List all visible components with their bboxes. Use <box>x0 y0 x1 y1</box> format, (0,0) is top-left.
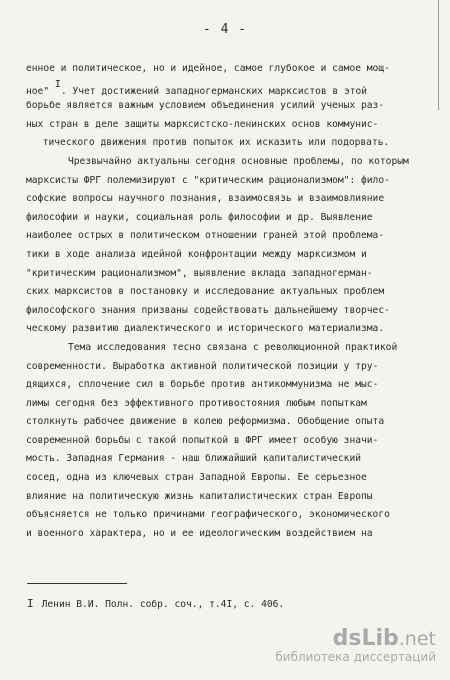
site-watermark <box>275 628 436 664</box>
text-line: и военного характера, но и ее идеологическим воздействием на <box>26 527 373 539</box>
paragraph-start: Чрезвычайно актуальны сегодня основные проблемы, по которым <box>68 155 409 167</box>
text-line: ческому развитию диалектического и исторического материализма. <box>26 323 385 335</box>
text-line: ных стран в деле защиты марксистско-ленинских основ коммунис- <box>26 118 379 130</box>
text-line: тики в ходе анализа идейной конфронтации между марксизмом и <box>26 248 367 260</box>
text-line: тического движения против попыток их исказить или подорвать. <box>42 137 390 149</box>
text-line: современной борьбы с такой попыткой в ФРГ имеет особую значи- <box>26 434 379 446</box>
footnote-reference: I <box>54 78 61 90</box>
text-line: ских марксистов в постановку и исследование актуальных проблем <box>26 286 385 298</box>
watermark-logo <box>275 628 436 650</box>
text-line: философского знания призваны содействовать дальнейшему творчес- <box>26 304 390 316</box>
text-line: марксисты ФРГ полемизируют с "критическим рационализмом": фило- <box>26 174 390 186</box>
margin-line <box>438 0 439 110</box>
watermark-logo-tld: .net <box>398 628 436 650</box>
text-line: объясняется не только причинами географического, экономического <box>26 509 390 521</box>
text-line <box>26 79 426 98</box>
text-line: мость. Западная Германия - наш ближайший капиталистический <box>26 453 362 465</box>
text-line-part: ное" <box>26 85 50 97</box>
footnote-text: Ленин В.И. Полн. собр. соч., т.4I, с. 406. <box>41 599 285 610</box>
footnote-divider <box>27 583 127 584</box>
text-line: сосед, одна из ключевых стран Западной Европы. Ее серьезное <box>26 472 367 484</box>
text-line: наиболее острых в политическом отношении граней этой проблема- <box>26 230 385 242</box>
text-line: дящихся, сплочение сил в борьбе против антикоммунизма не мыс- <box>26 379 379 391</box>
text-line: борьбе является важным условием объединения усилий ученых раз- <box>26 100 385 112</box>
text-line: философии и науки, социальная роль философии и др. Выявление <box>26 211 373 223</box>
text-line: влияние на политическую жизнь капиталистических стран Европы <box>26 490 373 502</box>
text-line: софские вопросы научного познания, взаимосвязь и взаимовлияние <box>26 193 385 205</box>
page-number: - 4 - <box>202 22 248 37</box>
paragraph-start: Тема исследования тесно связана с революционной практикой <box>68 341 398 353</box>
body-text <box>26 60 426 543</box>
footnote <box>27 596 284 613</box>
text-line: столкнуть рабочее движение в колею реформизма. Обобщение опыта <box>26 416 385 428</box>
watermark-logo-main: dsLib <box>332 626 399 651</box>
text-line: "критическим рационализмом", выявление вклада западногерман- <box>26 267 373 279</box>
text-line: енное и политическое, но и идейное, самое глубокое и самое мощ- <box>26 63 390 74</box>
watermark-subtitle: библиотека диссертаций <box>275 650 436 664</box>
text-line-part: . Учет достижений западногерманских марксистов в этой <box>60 85 368 97</box>
text-line: современности. Выработка активной политической позиции у тру- <box>26 360 379 372</box>
footnote-mark: I <box>27 597 34 610</box>
text-line: лимы сегодня без эффективного противостояния любым попыткам <box>26 397 367 409</box>
